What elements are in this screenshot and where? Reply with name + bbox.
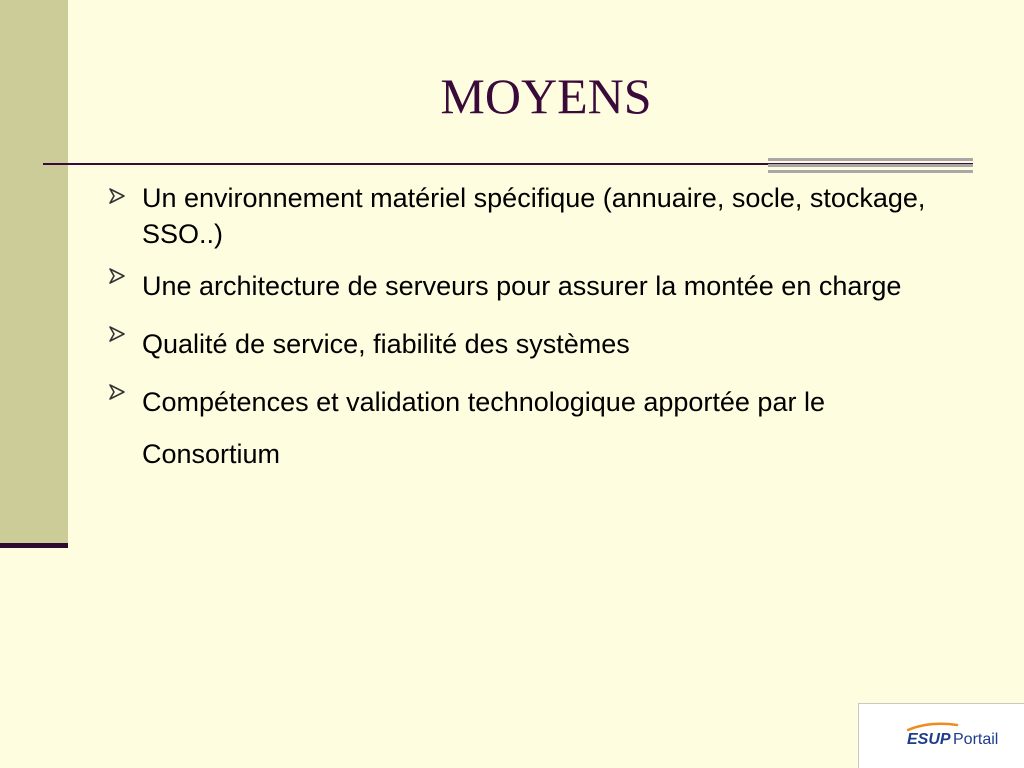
arrow-bullet-icon	[106, 180, 130, 212]
esup-portail-logo	[858, 703, 1024, 768]
logo-part-portail: Portail	[953, 731, 999, 748]
arrow-bullet-icon	[106, 260, 130, 292]
logo-part-esup: ESUP	[907, 731, 951, 748]
logo-wordmark	[907, 720, 1019, 752]
bullet-item	[104, 318, 954, 370]
left-decor-band	[0, 0, 68, 543]
bullet-text: Qualité de service, fiabilité des systèmes	[142, 329, 630, 359]
bullet-text: Un environnement matériel spécifique (annuaire, socle, stockage, SSO..)	[142, 183, 926, 249]
divider-accent	[768, 158, 973, 178]
slide-title: MOYENS	[440, 68, 652, 124]
bullet-item	[104, 260, 954, 312]
bullet-item	[104, 376, 954, 480]
arrow-bullet-icon	[106, 376, 130, 408]
bullet-list	[104, 180, 954, 480]
left-decor-line	[0, 543, 68, 548]
bullet-item	[104, 180, 954, 252]
bullet-text: Compétences et validation technologique apportée par le Consortium	[142, 387, 825, 469]
arrow-bullet-icon	[106, 318, 130, 350]
bullet-text: Une architecture de serveurs pour assurer la montée en charge	[142, 271, 902, 301]
logo-swoosh	[908, 724, 957, 730]
